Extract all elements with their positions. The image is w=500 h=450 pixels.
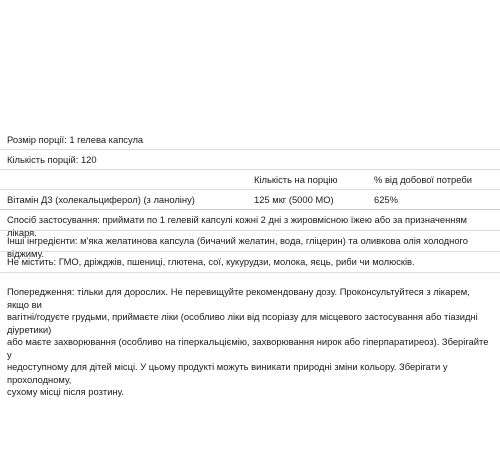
other-ingredients-text: Інші інгредієнти: м'яка желатинова капсула (бичачий желатин, вода, гліцерин) та оливкова олія холодного віджиму. — [7, 235, 468, 259]
free-of-statement — [0, 252, 500, 273]
warning-line: Попередження: тільки для дорослих. Не перевищуйте рекомендовану дозу. Проконсультуйтеся з лікарем, якщо ви — [7, 286, 470, 310]
warning-line: або маєте захворювання (особливо на гіперкальціємію, захворювання нирок або гіперпаратиреоз). Зберігайте у — [7, 336, 489, 360]
spacer — [0, 273, 500, 283]
usage-instructions — [0, 210, 500, 238]
serving-size-row — [0, 130, 500, 150]
warning-line: недоступному для дітей місці. У цьому продукті можуть виникати природні зміни кольору. Зберігати у прохолодному, — [7, 361, 448, 385]
nutrient-name: Вітамін Д3 (холекальциферол) (з ланоліну) — [7, 194, 195, 205]
header-daily-value: % від добової потреби — [374, 174, 472, 185]
free-of-text: Не містить: ГМО, дріжджів, пшениці, глютена, сої, кукурудзи, молока, яєць, риби чи молюсків. — [7, 256, 415, 267]
nutrient-daily-value: 625% — [374, 194, 398, 205]
nutrient-amount: 125 мкг (5000 МО) — [254, 194, 334, 205]
warning-line: вагітні/годуєте грудьми, приймаєте ліки (особливо ліки від псоріазу для місцевого застосування або тіазидні діуретики) — [7, 311, 478, 335]
usage-text: Спосіб застосування: приймати по 1 гелевій капсулі кожні 2 дні з жировмісною їжею або за призначенням лікаря. — [7, 214, 468, 238]
warning-block — [0, 283, 500, 402]
servings-per-container-row — [0, 150, 500, 170]
warning-line: сухому місці після розтину. — [7, 386, 124, 397]
servings-per-container-text: Кількість порцій: 120 — [7, 154, 97, 165]
serving-size-text: Розмір порції: 1 гелева капсула — [7, 134, 144, 145]
header-amount: Кількість на порцію — [254, 174, 338, 185]
table-row — [0, 190, 500, 210]
supplement-facts-panel — [0, 130, 500, 402]
other-ingredients — [0, 231, 500, 259]
table-header — [0, 170, 500, 190]
